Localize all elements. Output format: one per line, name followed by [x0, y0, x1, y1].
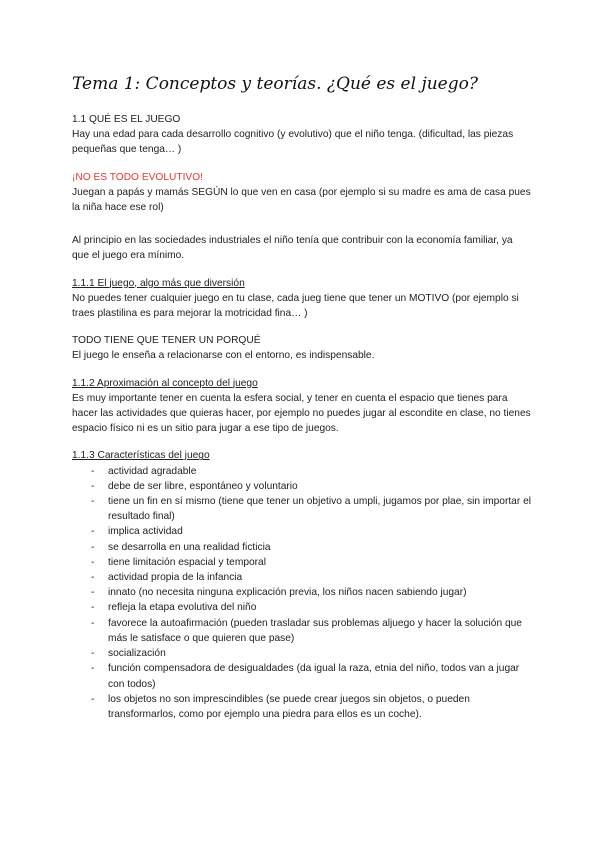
- section-1-1-text: Hay una edad para cada desarrollo cognitivo (y evolutivo) que el niño tenga. (dificultad, las piezas pequeñas que tenga… ): [72, 129, 514, 156]
- document-body: [72, 112, 532, 722]
- list-item: - se desarrolla en una realidad ficticia: [108, 540, 532, 555]
- list-item: - actividad agradable: [108, 464, 532, 479]
- list-item: - tiene limitación espacial y temporal: [108, 555, 532, 570]
- evolutivo-heading: ¡NO ES TODO EVOLUTIVO!: [72, 171, 203, 183]
- list-item: - innato (no necesita ninguna explicación previa, los niños nacen sabiendo jugar): [108, 585, 532, 600]
- list-item: - tiene un fin en sí mismo (tiene que tener un objetivo a umpli, jugamos por plae, sin importar el resultado final): [108, 494, 532, 524]
- porque-heading: TODO TIENE QUE TENER UN PORQUÉ: [72, 335, 261, 347]
- section-1-1-2-heading: 1.1.2 Aproximación al concepto del juego: [72, 377, 258, 389]
- list-item: - función compensadora de desigualdades (da igual la raza, etnia del niño, todos van a jugar con todos): [108, 661, 532, 691]
- section-1-1-3-heading: 1.1.3 Características del juego: [72, 450, 210, 462]
- list-item: - implica actividad: [108, 524, 532, 539]
- list-item: - socialización: [108, 646, 532, 661]
- porque-text: El juego le enseña a relacionarse con el entorno, es indispensable.: [72, 350, 375, 362]
- list-item: - favorece la autoafirmación (pueden trasladar sus problemas aljuego y hacer la solución que más le satisface o que quieren que pase): [108, 616, 532, 646]
- industrial-text: Al principio en las sociedades industriales el niño tenía que contribuir con la economía familiar, ya que el juego era mínimo.: [72, 235, 513, 262]
- list-item: - actividad propia de la infancia: [108, 570, 532, 585]
- section-1-1-heading: 1.1 QUÉ ES EL JUEGO: [72, 114, 181, 125]
- list-item: - debe de ser libre, espontáneo y voluntario: [108, 479, 532, 494]
- section-1-1-1-text: No puedes tener cualquier juego en tu clase, cada jueg tiene que tener un MOTIVO (por ejemplo si traes plastilina es para mejorar la motricidad fina… ): [72, 292, 519, 320]
- section-1-1-1-heading: 1.1.1 El juego, algo más que diversión: [72, 277, 245, 289]
- characteristics-list: [72, 464, 532, 722]
- page-title: Tema 1: Conceptos y teorías. ¿Qué es el juego?: [72, 74, 478, 94]
- section-1-1-2-text: Es muy importante tener en cuenta la esfera social, y tener en cuenta el espacio que tienes para hacer las actividades que quieras hacer, por ejemplo no puedes jugar al escondite en clase, no tienes espacio físico ni es un sitio para jugar a ese tipo de juegos.: [72, 392, 531, 435]
- list-item: - los objetos no son imprescindibles (se puede crear juegos sin objetos, o pueden transformarlos, como por ejemplo una piedra para ellos es un coche).: [108, 692, 532, 722]
- list-item: - refleja la etapa evolutiva del niño: [108, 600, 532, 615]
- evolutivo-text: Juegan a papás y mamás SEGÚN lo que ven en casa (por ejemplo si su madre es ama de casa pues la niña hace ese rol): [72, 186, 531, 214]
